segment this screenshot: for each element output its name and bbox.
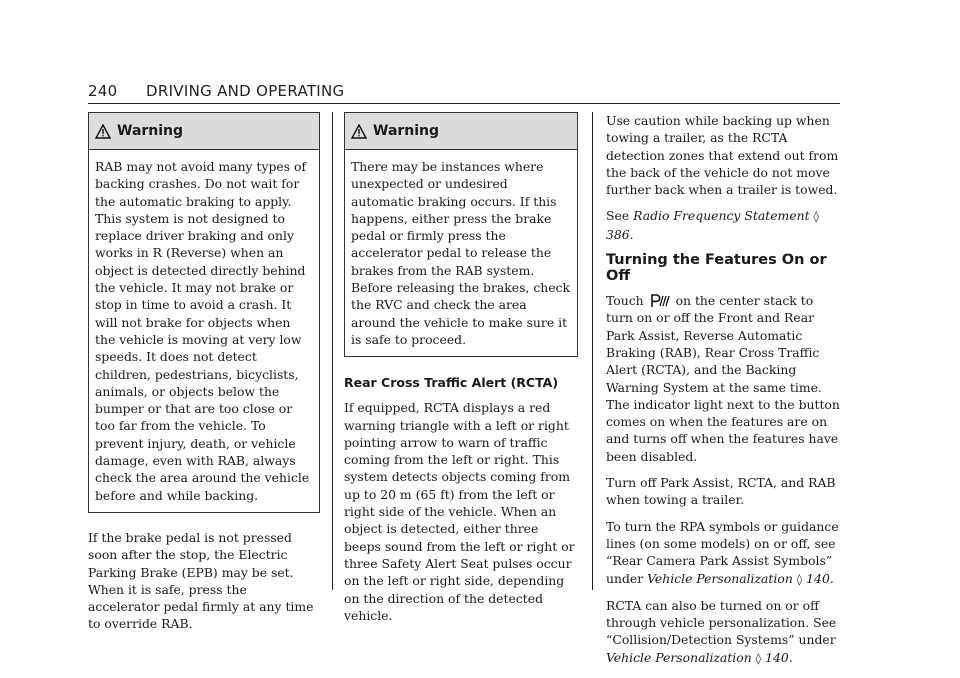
touch-paragraph: Touch on the center stack to turn on or off the Front and Rear Park Assist, Reverse Automatic Braking (RAB), Rear Cross Traffic Alert (RCTA), and the Backing Warning System at the same time. The indicator light next to the button comes on when the features are on and turns off when the features have been disabled. bbox=[606, 293, 840, 464]
towing-off-paragraph: Turn off Park Assist, RCTA, and RAB when towing a trailer. bbox=[606, 475, 836, 508]
warning-triangle-icon bbox=[95, 124, 111, 139]
warning-header bbox=[89, 113, 319, 150]
park-assist-icon bbox=[650, 293, 670, 308]
warning-triangle-icon bbox=[351, 124, 367, 139]
page-reference[interactable]: 140 bbox=[806, 570, 830, 586]
see-reference-paragraph: See Radio Frequency Statement ◊ 386. bbox=[606, 208, 819, 242]
rcta-subheading: Rear Cross Traffic Alert (RCTA) bbox=[344, 375, 559, 391]
page-reference-arrow-icon: ◊ bbox=[813, 210, 819, 224]
rcta-paragraph: If equipped, RCTA displays a red warning triangle with a left or right pointing arrow to warn of traffic coming from the left or right. This system detects objects coming from up to 20 m (65 ft) from the left or right side of the vehicle. When an object is detected, either three beeps sound from the left or right or three Safety Alert Seat pulses occur on the left or right side, depending on the direction of the detected vehicle. bbox=[344, 400, 575, 623]
warning-text: There may be instances where unexpected or undesired automatic braking occurs. If this happens, either press the brake pedal or firmly press the accelerator pedal to release the brakes from the RAB system. Before releasing the brakes, check the RVC and check the area around the vehicle to make sure it is safe to proceed. bbox=[351, 159, 571, 347]
towing-caution-paragraph: Use caution while backing up when towing a trailer, as the RCTA detection zones that extend out from the back of the vehicle do not move further back when a trailer is towed. bbox=[606, 113, 839, 198]
page-reference-arrow-icon: ◊ bbox=[796, 572, 803, 586]
warning-title: Warning bbox=[373, 123, 440, 139]
page-reference[interactable]: 386 bbox=[606, 226, 630, 242]
page-reference[interactable]: 140 bbox=[765, 649, 789, 665]
rpa-symbols-paragraph: To turn the RPA symbols or guidance lines (on some models) on or off, see “Rear Camera Park Assist Symbols” under Vehicle Personalization ◊ 140. bbox=[606, 518, 839, 586]
page-number: 240 bbox=[88, 82, 118, 100]
warning-text: RAB may not avoid many types of backing crashes. Do not wait for the automatic braking to apply. This system is not designed to replace driver braking and only works in R (Reverse) when an object is detected directly behind the vehicle. It may not brake or stop in time to avoid a crash. It will not brake for objects when the vehicle is moving at very low speeds. It does not detect children, pedestrians, bicyclists, animals, or objects below the bumper or that are too close or too far from the vehicle. To prevent injury, death, or vehicle damage, even with RAB, always check the area around the vehicle before and while backing. bbox=[95, 159, 310, 503]
features-heading: Turning the Features On or Off bbox=[606, 252, 827, 285]
warning-header bbox=[345, 113, 577, 150]
column-3 bbox=[606, 112, 842, 676]
rcta-personalization-paragraph: RCTA can also be turned on or off through vehicle personalization. See “Collision/Detection Systems” under Vehicle Personalization ◊ 140. bbox=[606, 597, 837, 665]
warning-box-rab bbox=[88, 112, 320, 513]
reference-link[interactable]: Radio Frequency Statement bbox=[633, 208, 810, 224]
reference-link[interactable]: Vehicle Personalization bbox=[606, 649, 752, 665]
reference-link[interactable]: Vehicle Personalization bbox=[647, 570, 793, 586]
warning-title: Warning bbox=[117, 123, 184, 139]
warning-box-braking bbox=[344, 112, 578, 357]
column-2 bbox=[344, 112, 578, 633]
column-1 bbox=[88, 112, 320, 642]
column-divider-left bbox=[332, 112, 333, 590]
page-header bbox=[88, 80, 840, 104]
section-title: DRIVING AND OPERATING bbox=[146, 82, 345, 100]
page-reference-arrow-icon: ◊ bbox=[755, 651, 762, 665]
epb-paragraph: If the brake pedal is not pressed soon after the stop, the Electric Parking Brake (EPB) may be set. When it is safe, press the accelerator pedal firmly at any time to override RAB. bbox=[88, 529, 314, 632]
column-divider-right bbox=[592, 112, 593, 590]
